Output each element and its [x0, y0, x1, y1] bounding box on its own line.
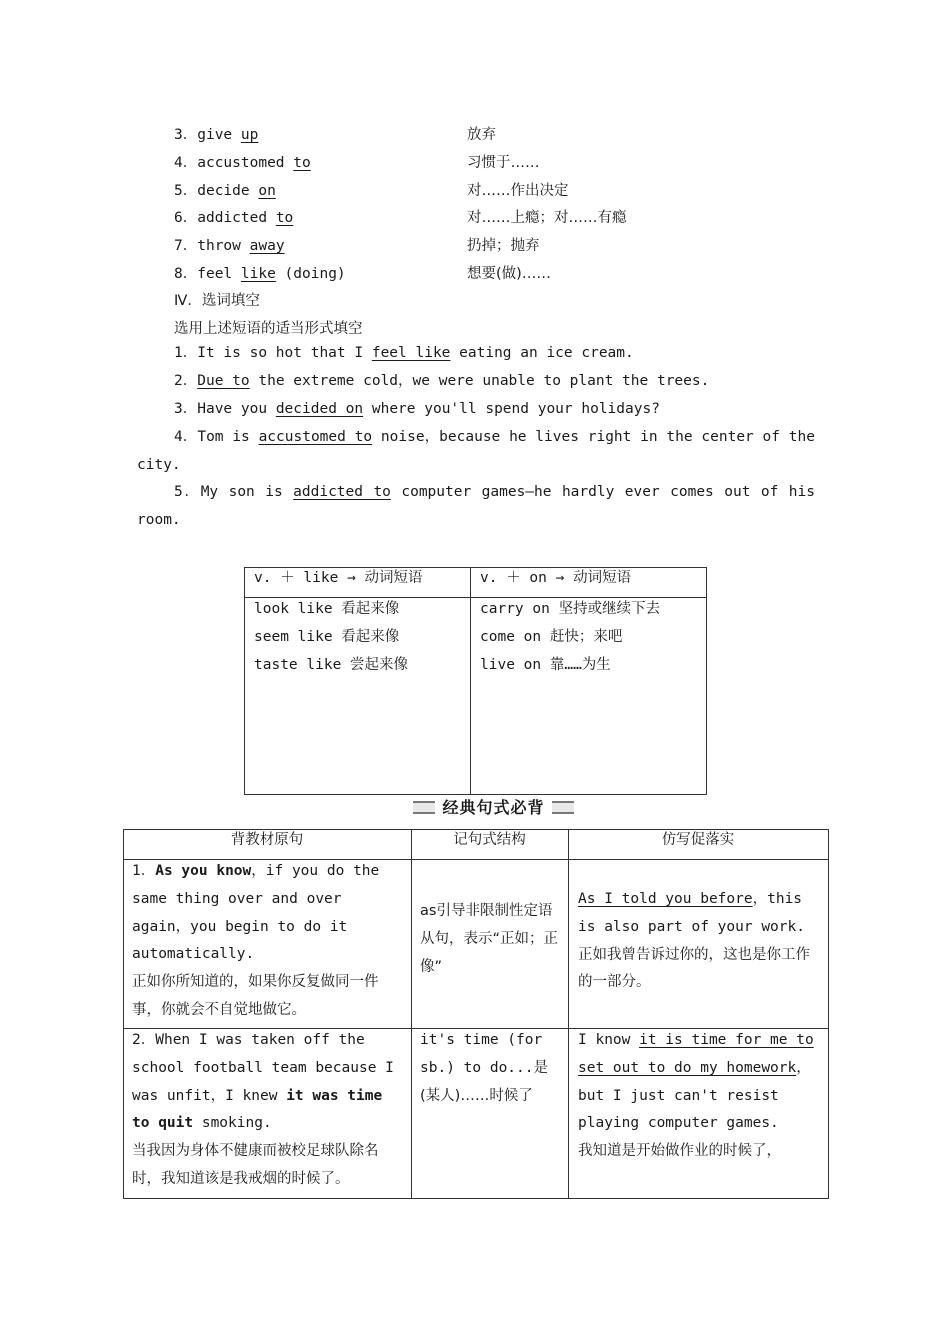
phrase-item: [174, 262, 346, 283]
row1-practice: [578, 886, 820, 997]
row1-practice-answer: As I told you before: [578, 891, 753, 907]
fill-sentence: [137, 478, 815, 534]
phrase-table-right-list: [480, 596, 660, 679]
phrase-table-left-item: taste like 尝起来像: [254, 656, 409, 673]
phrase-num: 6．: [174, 210, 198, 227]
phrase-item: [174, 123, 258, 144]
phrase-num: 8．: [174, 266, 198, 282]
phrase-table-left-header: v. ＋ like → 动词短语: [254, 570, 423, 586]
row1-structure: as引导非限制性定语从句，表示“正如；正像”: [420, 903, 559, 975]
fill-sentence: [137, 367, 815, 395]
row2-structure-en: it's time (for sb.) to do...: [420, 1032, 543, 1076]
row1-practice-translation: 正如我曾告诉过你的，这也是你工作的一部分。: [578, 946, 810, 991]
phrase-meaning: 对……上瘾；对……有瘾: [467, 210, 627, 227]
row1-rest: ，if you do the same thing over and over again，you begin to do it automatically.: [132, 863, 380, 963]
row1-original: [132, 858, 404, 1025]
row2-practice: [578, 1027, 820, 1166]
row1-practice-rest: ，this is also part of your work.: [578, 891, 805, 935]
fill-text: the extreme cold，we were unable to plant the trees.: [249, 373, 710, 389]
phrase-num: 4．: [174, 154, 198, 171]
phrase-meaning: 放弃: [467, 127, 496, 143]
header-original: 背教材原句: [230, 832, 304, 848]
fill-answer: Due to: [197, 373, 250, 389]
phrase-num: 7．: [174, 238, 198, 255]
phrase-meaning: 习惯于……: [467, 154, 540, 171]
fill-text: Tom is: [197, 429, 259, 445]
phrase-extra: (doing): [275, 266, 346, 282]
phrase-meaning: 扔掉；抛弃: [467, 238, 540, 255]
fill-text: My son is: [200, 484, 294, 500]
phrase-item: [174, 234, 285, 255]
phrase-answer: to: [293, 154, 311, 171]
phrase-answer: like: [240, 266, 276, 282]
fill-num: 5．: [174, 484, 201, 500]
fill-answer: feel like: [371, 345, 451, 361]
fill-num: 1．: [174, 345, 198, 361]
phrase-item: [174, 206, 293, 227]
phrase-meaning: 想要(做)……: [467, 266, 551, 282]
row1-translation: 正如你所知道的，如果你反复做同一件事，你就会不自觉地做它。: [132, 974, 379, 1018]
fill-answer: accustomed to: [258, 429, 373, 445]
phrase-item: [174, 151, 311, 172]
phrase-answer: up: [240, 127, 259, 143]
row2-practice-translation: 我知道是开始做作业的时候了，: [578, 1143, 781, 1160]
section-iv-title: Ⅳ．选词填空: [174, 293, 260, 309]
row1-num: 1．: [132, 863, 156, 879]
fill-sentence: [137, 395, 815, 423]
row2-practice-pre: I know: [578, 1032, 640, 1048]
phrase-text: feel: [197, 266, 241, 282]
phrase-text: addicted: [197, 210, 276, 227]
phrase-text: throw: [197, 238, 250, 255]
fill-num: 4．: [174, 429, 198, 445]
header-practice: 仿写促落实: [661, 832, 735, 848]
phrase-table-left-list: [254, 596, 408, 679]
phrase-table-left-item: look like 看起来像: [254, 601, 400, 617]
fill-answer: decided on: [275, 401, 364, 417]
phrase-text: decide: [197, 182, 259, 199]
fill-text: Have you: [197, 401, 276, 417]
phrase-item: [174, 179, 276, 200]
phrase-num: 5．: [174, 182, 198, 199]
phrase-text: give: [197, 127, 241, 143]
row2-post: smoking.: [193, 1115, 272, 1132]
row2-translation: 当我因为身体不健康而被校足球队除名时，我知道该是我戒烟的时候了。: [132, 1143, 379, 1187]
fill-num: 3．: [174, 401, 198, 417]
banner-label: 经典句式必背: [435, 795, 552, 818]
phrase-table-left-item: seem like 看起来像: [254, 628, 400, 645]
row2-original: [132, 1027, 404, 1194]
phrase-text: accustomed: [197, 154, 294, 171]
row2-bold: it was time to quit: [132, 1087, 383, 1132]
phrase-table-right-item: come on 赶快；来吧: [480, 628, 623, 645]
phrase-table-right-header: v. ＋ on → 动词短语: [480, 570, 632, 586]
section-iv-instruction: 选用上述短语的适当形式填空: [174, 321, 363, 337]
phrase-table-right-item: live on 靠……为生: [480, 656, 611, 673]
phrase-answer: to: [275, 210, 294, 227]
phrase-answer: on: [258, 182, 276, 199]
fill-text: It is so hot that I: [197, 345, 372, 361]
phrase-meaning: 对……作出决定: [467, 182, 569, 199]
phrase-table-right-item: carry on 坚持或继续下去: [480, 601, 661, 617]
row2-structure-cn: 是(某人)……时候了: [420, 1059, 548, 1104]
fill-text: where you'll spend your holidays?: [363, 401, 660, 417]
row1-bold: As you know: [155, 863, 252, 879]
phrase-answer: away: [249, 238, 285, 255]
header-structure: 记句式结构: [453, 832, 526, 848]
fill-num: 2．: [174, 373, 198, 389]
fill-sentence: [137, 339, 815, 367]
row2-num: 2．: [132, 1032, 156, 1048]
section-banner: [413, 797, 574, 817]
row2-pre: When I was taken off the school football team because I was unfit，I knew: [132, 1032, 394, 1104]
fill-text: eating an ice cream.: [450, 345, 634, 361]
fill-text: noise，because he lives right in the center of the city.: [137, 429, 815, 473]
phrase-num: 3．: [174, 127, 198, 143]
fill-sentence: [137, 423, 815, 479]
row2-practice-rest: ，but I just can't resist playing computer games.: [578, 1059, 811, 1132]
row2-practice-answer: it is time for me to set out to do my homework: [578, 1032, 814, 1076]
fill-answer: addicted to: [293, 484, 391, 500]
fill-text: computer games—he hardly ever comes out of his room.: [137, 484, 815, 528]
row2-structure: [420, 1027, 562, 1110]
